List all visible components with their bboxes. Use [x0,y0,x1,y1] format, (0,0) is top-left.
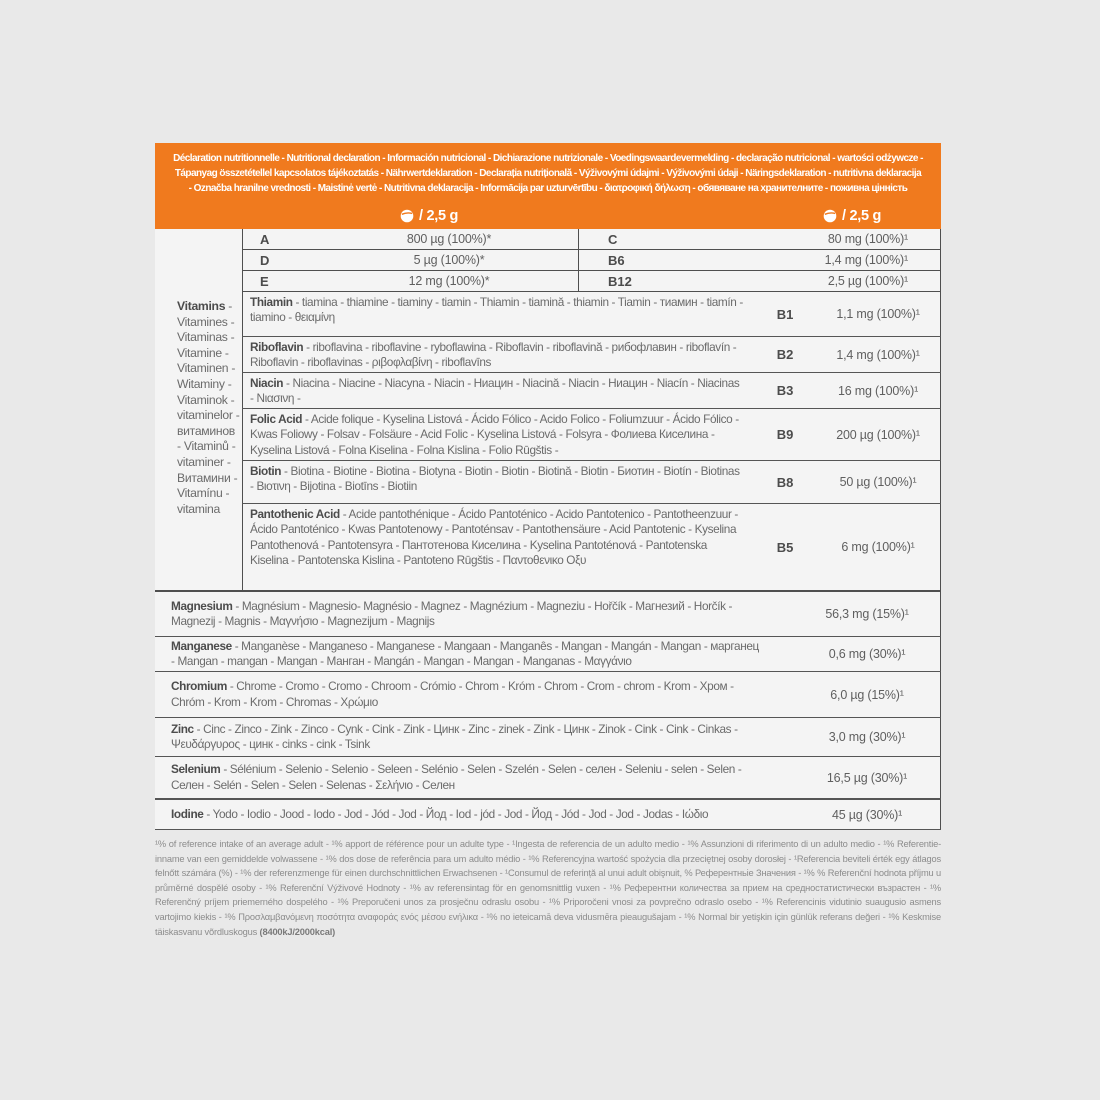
table-row [242,229,941,250]
table-row [242,271,941,292]
mineral-name-lead: Chromium [171,679,227,694]
vitamin-value: 1,1 mg (100%)¹ [836,307,920,321]
table-row [155,757,941,800]
table-row [242,292,941,337]
vitamin-value: 12 mg (100%)* [408,274,490,288]
serving-size-right [823,208,881,224]
vitamin-code: B8 [776,474,794,490]
header-line-3: - Označba hranilne vrednosti - Maistinė vertė - Nutritivna deklaracija - Informācija par uzturvērtību - διατροφική δήλωση - обявяване на хранителните - поживна цінність [188,183,908,194]
vitamin-code: B1 [776,306,794,322]
vitamin-names [242,292,755,336]
vitamins-sidebar-translations: - Vitamines - Vitaminas - Vitamine - Vitaminen - Witaminy - Vitaminok - vitaminelor - витаминов - Vitaminů - vitaminer - Витамини - Vitamínu - vitamina [177,299,240,516]
vitamin-name-translations: - Acide folique - Kyselina Listová - Ácido Fólico - Acido Folico - Foliumzuur - Ácido Fólico - Kwas Foliowy - Folsav - Folsäure - Acid Folic - Kyselina Listová - Folsyra - Фолиева Киселина - Kyselina Listová - Folna Kiselina - Folna Kislina - Folio Rūgštis - [250,412,739,457]
table-row [242,373,941,409]
vitamin-name-translations: - tiamina - thiamine - tiaminy - tiamin - Thiamin - tiamină - thiamin - Tiamin - тиамин - tiamín - tiamino - θειαμίνη [250,295,743,325]
vitamin-names [242,504,755,590]
vitamin-name-translations: - riboflavina - riboflavine - ryboflawina - Riboflavin - riboflavină - рибофлавин - riboflavín - Riboflavin - riboflavinas - ριβοφλαβίνη - riboflavīns [250,340,737,370]
vitamin-name-translations: - Niacina - Niacine - Niacyna - Niacin - Ниацин - Niacină - Niacin - Ниацин - Niacín - Niacinas - Νιασινη - [250,376,740,406]
table-row [155,637,941,672]
mineral-name-translations: - Yodo - Iodio - Jood - Iodo - Jod - Jód - Jod - Йод - Iod - jód - Jod - Йод - Jód - Jod - Jod - Jodas - Ιώδιο [203,806,709,821]
vitamin-value: 6 mg (100%)¹ [841,540,915,554]
vitamin-value: 2,5 µg (100%)¹ [827,274,908,288]
vitamins-sidebar-label [155,292,242,590]
vitamin-code: A [260,231,270,247]
footnote-text: ¹% of reference intake of an average adult - ¹% apport de référence pour un adulte type - ¹Ingesta de referencia de un adulto medio - ¹% Assunzioni di riferimento di un adulto medio - ¹% Referentie-inname van een gemiddelde volwassene - ¹% dos dose de referência para um adulto médio - ¹% Referencyjna wartość spożycia dla przeciętnej osoby dorosłej - ¹Referencia beviteli érték egy átlagos felnőtt számára (%) - ¹% der referenzmenge für einen durchschnittlichen Erwachsenen - ¹Consumul de referință al unui adult obişnuit, % Референтньіе Значения - ¹% % Referenční hodnota příjmu u průměrné dospělé osoby - ¹% Referenční Výživové Hodnoty - ¹% av referensintag för en genomsnittlig vuxen - ¹% Референтни количества за прием на средностатистически възрастен - ¹% Referenčný príjem priemerného dospelého - ¹% Preporučeni unos za prosječnu odraslu osobu - ¹% Priporočeni vnosi za povprečno odraslo osebo - ¹% Referencinis vidutinio suaugusio asmens vartojimo kiekis - ¹% Προσλαμβανόμενη ποσότητα αναφοράς ενός μέσου ενήλικα - ¹% no ieteicamā deva vidusmēra pieaugušajam - ¹% Normal bir yetişkin için günlük referans değeri - ¹% Keskmise täiskasvanu võrdluskogus [155,839,941,937]
vitamin-code: B2 [776,347,794,362]
vitamins-sidebar-lead: Vitamins [177,299,226,313]
mineral-names [155,639,775,670]
serving-size-left [400,208,458,224]
mineral-value: 56,3 mg (15%)¹ [825,607,909,621]
vitamin-value: 1,4 mg (100%)¹ [836,347,920,362]
tablet-icon [400,209,414,223]
vitamin-value: 800 µg (100%)* [406,232,492,246]
vitamin-value: 200 µg (100%)¹ [836,427,920,442]
mineral-names [155,807,775,822]
vitamin-value: 1,4 mg (100%)¹ [824,253,908,267]
vitamin-value: 80 mg (100%)¹ [827,232,908,246]
mineral-name-lead: Iodine [171,806,204,821]
vitamin-names [242,373,755,408]
header-text [155,143,941,196]
vitamin-names [242,461,755,503]
mineral-name-translations: - Cinc - Zinco - Zink - Zinco - Cynk - Cink - Zink - Цинк - Zinc - zinek - Zink - Цинк - Zinok - Cink - Cink - Cinkas - Ψευδάργυρος - цинк - cinks - cink - Tsink [171,721,738,751]
table-row [155,800,941,830]
vitamin-value: 50 µg (100%)¹ [839,475,917,489]
vitamin-names [242,409,755,460]
vitamin-value: 16 mg (100%)¹ [837,383,919,398]
table-row [155,718,941,757]
vitamin-code: D [260,252,270,268]
vitamin-name-lead: Folic Acid [250,412,303,426]
mineral-names [155,599,775,630]
vitamin-name-translations: - Acide pantothénique - Ácido Pantoténico - Acido Pantotenico - Pantotheenzuur - Ácido Pantoténico - Kwas Pantotenowy - Pantoténsav - Pantothensäure - Acid Pantotenic - Kyselina Pantothenová - Pantotensyra - Пантотенова Киселина - Kyselina Pantoténová - Pantotenska Kiselina - Pantotenska Kislina - Pantoteno Rūgštis - Παντοθενικο Οξυ [250,507,738,568]
vitamin-name-translations: - Biotina - Biotine - Biotina - Biotyna - Biotin - Biotin - Biotină - Biotin - Биотин - Biotín - Biotinas - Βιοτινη - Bijotina - Biotīns - Biotiin [250,464,740,494]
mineral-value: 16,5 µg (30%)¹ [826,770,908,785]
vitamin-code: B9 [776,427,794,442]
mineral-names [155,722,775,753]
vitamin-rows [242,292,941,590]
vitamin-names [242,337,755,372]
mineral-name-lead: Zinc [171,721,194,736]
vitamin-code: B3 [776,383,794,398]
vitamin-name-lead: Biotin [250,464,282,478]
vitamin-code: B6 [608,252,625,268]
reference-intake-footnote [155,837,941,939]
mineral-names [155,679,775,710]
vitamin-name-lead: Niacin [250,376,284,390]
header-line-2: Tápanyag összetétellel kapcsolatos tájékoztatás - Nährwertdeklaration - Declarația nutrițională - Výživovými údajmi - Výživovými údaji - Näringsdeklaration - nutritivna deklaracija [174,168,922,179]
header-line-1: Déclaration nutritionnelle - Nutritional declaration - Información nutricional - Dichiarazione nutrizionale - Voedingswaardevermelding - declaração nutricional - wartości odżywcze - [173,153,923,164]
table-row [242,250,941,271]
mineral-names [155,762,775,793]
mineral-name-translations: - Manganèse - Manganeso - Manganese - Mangaan - Manganês - Mangan - Mangán - Mangan - марганец - Mangan - mangan - Mangan - Манган - Mangán - Mangan - Mangan - Manganas - Μαγγάνιο [171,638,759,668]
vitamin-name-lead: Riboflavin [250,340,304,354]
mineral-name-lead: Magnesium [171,598,233,613]
table-row [242,461,941,504]
mineral-name-lead: Selenium [171,762,221,777]
nutrition-declaration-header [155,143,941,229]
serving-size-label: / 2,5 g [419,208,458,224]
mineral-value: 3,0 mg (30%)¹ [828,730,906,744]
table-row [242,504,941,590]
mineral-name-translations: - Magnésium - Magnesio- Magnésio - Magnez - Magnézium - Magneziu - Hořčík - Магнезий - Horčík - Magnezij - Magnis - Μαγνήσιο - Magnezijum - Magnijs [171,598,733,628]
vitamin-value: 5 µg (100%)* [413,253,485,267]
vitamins-section [155,292,941,590]
table-row [155,592,941,637]
nutrition-label [155,143,941,953]
mineral-value: 6,0 µg (15%)¹ [830,687,904,702]
serving-size-label: / 2,5 g [842,208,881,224]
vitamin-code: B5 [776,539,794,555]
vitamin-name-lead: Pantothenic Acid [250,507,340,521]
vitamin-code: B12 [608,273,632,289]
footnote-energy-value: (8400kJ/2000kcal) [259,926,336,937]
vitamin-code: E [260,273,269,289]
table-row [155,672,941,718]
mineral-name-translations: - Sélénium - Selenio - Selenio - Seleen - Selénio - Selen - Szelén - Selen - селен - Seleniu - selen - Selen - Селен - Selén - Selen - Selen - Selenas - Σελήνιο - Селен [171,762,742,792]
table-row [242,337,941,373]
mineral-value: 45 µg (30%)¹ [831,807,903,822]
tablet-icon [823,209,837,223]
vitamin-code: C [608,231,618,247]
mineral-name-lead: Manganese [171,638,232,653]
minerals-section [155,590,941,830]
vitamin-name-lead: Thiamin [250,295,293,309]
mineral-value: 0,6 mg (30%)¹ [828,647,906,661]
mineral-name-translations: - Chrome - Cromo - Cromo - Chroom - Crómio - Chrom - Króm - Chrom - Crom - chrom - Krom - Хром - Chróm - Krom - Krom - Chromas - Χρώμιο [171,679,734,709]
table-row [242,409,941,461]
vitamin-letters-table [242,229,941,292]
